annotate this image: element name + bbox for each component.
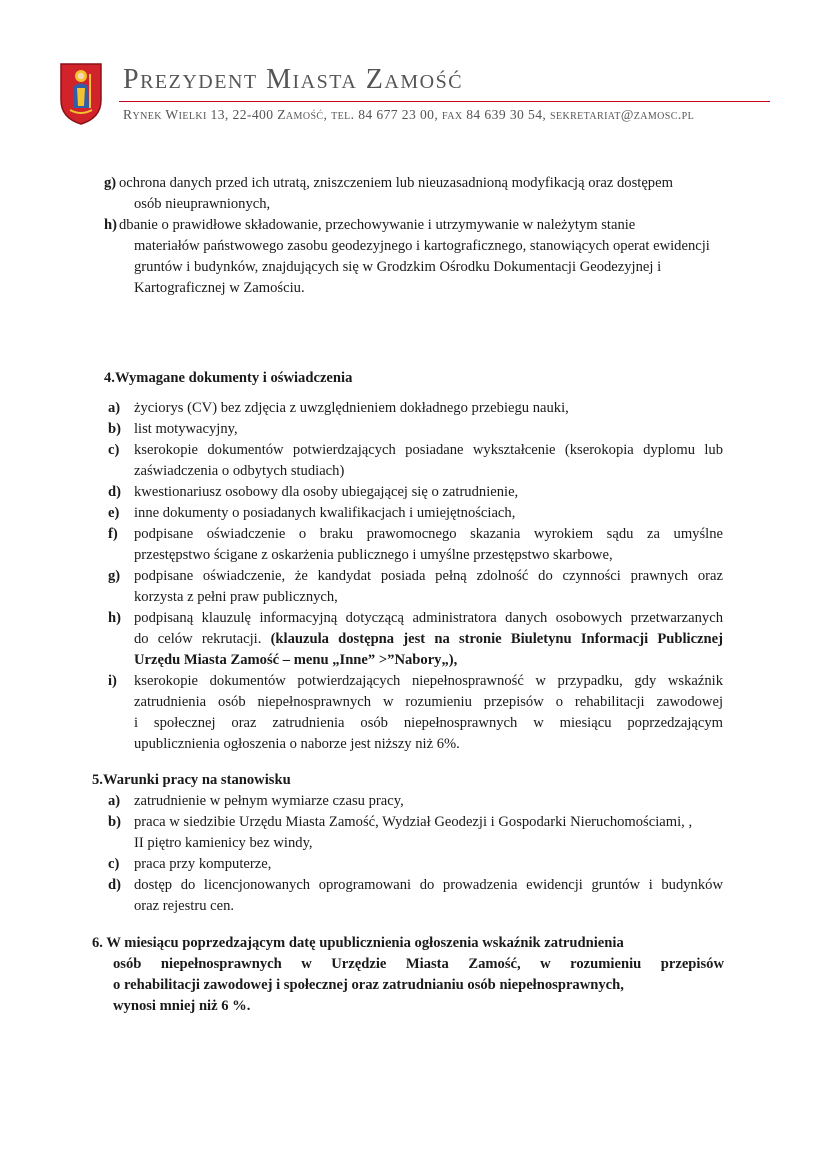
header-address: Rynek Wielki 13, 22-400 Zamość, tel. 84 677 23 00, fax 84 639 30 54, sekretariat@zamosc.pl (123, 107, 695, 122)
list-item-line: zaświadczenia o odbytych studiach) (134, 463, 345, 479)
list-item-line: przestępstwo ścigane z oskarżenia publicznego i umyślne przestępstwo skarbowe, (134, 547, 613, 563)
section-paragraph-line: 6. W miesiącu poprzedzającym datę upublicznienia ogłoszenia wskaźnik zatrudnienia (92, 935, 624, 951)
list-marker: a) (108, 793, 121, 809)
list-item-line: i społecznej oraz zatrudnienia osób niepełnosprawnych w miesiącu poprzedzającym (134, 715, 723, 731)
list-item-line: gruntów i budynków, znajdujących się w Grodzkim Ośrodku Dokumentacji Geodezyjnej i (134, 259, 662, 275)
list-item-line: dbanie o prawidłowe składowanie, przechowywanie i utrzymywanie w należytym stanie (119, 217, 636, 233)
list-marker: d) (108, 484, 121, 500)
list-item-line: II piętro kamienicy bez windy, (134, 835, 313, 851)
list-marker: g) (108, 568, 121, 584)
list-item-line: zatrudnienie w pełnym wymiarze czasu pracy, (134, 793, 404, 809)
section-paragraph-line: osób niepełnosprawnych w Urzędzie Miasta Zamość, w rozumieniu przepisów (113, 956, 724, 972)
city-crest-icon (58, 60, 104, 126)
list-item-line: kwestionariusz osobowy dla osoby ubiegającej się o zatrudnienie, (134, 484, 519, 500)
list-item-line: praca w siedzibie Urzędu Miasta Zamość, Wydział Geodezji i Gospodarki Nieruchomościami, , (134, 814, 693, 830)
list-marker: i) (108, 673, 117, 689)
list-marker: c) (108, 442, 120, 458)
header-divider (119, 101, 770, 102)
list-item-line: dostęp do licencjonowanych oprogramowani do prowadzenia ewidencji gruntów i budynków (134, 877, 723, 893)
list-marker: f) (108, 526, 118, 542)
list-item-line: praca przy komputerze, (134, 856, 272, 872)
section-paragraph-line: o rehabilitacji zawodowej i społecznej oraz zatrudnianiu osób niepełnosprawnych, (113, 977, 624, 993)
list-marker: a) (108, 400, 121, 416)
list-item-line: podpisane oświadczenie o braku prawomocnego skazania wyrokiem sądu za umyślne (134, 526, 723, 542)
bip-clause-note-cont: Urzędu Miasta Zamość – menu „Inne” >”Nabory„), (134, 652, 458, 668)
list-marker: c) (108, 856, 120, 872)
list-item-line: podpisane oświadczenie, że kandydat posiada pełną zdolność do czynności prawnych oraz (134, 568, 723, 584)
list-marker: h) (108, 610, 121, 626)
list-marker: g) (104, 175, 117, 191)
list-item-line: Kartograficznej w Zamościu. (134, 280, 305, 296)
list-item-line: zatrudnienia osób niepełnosprawnych w rozumieniu przepisów o rehabilitacji zawodowej (134, 694, 723, 710)
list-item-line-mixed (134, 629, 723, 649)
list-item-line: upublicznienia ogłoszenia o naborze jest niższy niż 6%. (134, 736, 460, 752)
list-item-line: podpisaną klauzulę informacyjną dotyczącą administratora danych osobowych przetwarzanych (134, 610, 723, 626)
list-item-line: osób nieuprawnionych, (134, 196, 271, 212)
list-marker: h) (104, 217, 117, 233)
section-heading: 4.Wymagane dokumenty i oświadczenia (104, 370, 353, 386)
list-marker: b) (108, 814, 121, 830)
section-paragraph-line: wynosi mniej niż 6 %. (113, 998, 251, 1014)
list-item-line: oraz rejestru cen. (134, 898, 235, 914)
list-item-line: materiałów państwowego zasobu geodezyjnego i kartograficznego, stanowiących operat ewidencji (134, 238, 710, 254)
list-marker: e) (108, 505, 120, 521)
list-item-line: inne dokumenty o posiadanych kwalifikacjach i umiejętnościach, (134, 505, 516, 521)
list-item-line: życiorys (CV) bez zdjęcia z uwzględnieniem dokładnego przebiegu nauki, (134, 400, 569, 416)
list-item-line: list motywacyjny, (134, 421, 238, 437)
bip-clause-note: (klauzula dostępna jest na stronie Biuletynu Informacji Publicznej (270, 631, 723, 647)
list-item-text: do celów rekrutacji. (134, 631, 262, 647)
list-marker: d) (108, 877, 121, 893)
list-item-line: ochrona danych przed ich utratą, zniszczeniem lub nieuzasadnioną modyfikacją oraz dostępem (119, 175, 673, 191)
list-item-line: kserokopie dokumentów potwierdzających niepełnosprawność w przypadku, gdy wskaźnik (134, 673, 723, 689)
section-heading: 5.Warunki pracy na stanowisku (92, 772, 291, 788)
list-item-line: kserokopie dokumentów potwierdzających posiadane wykształcenie (kserokopia dyplomu lub (134, 442, 723, 458)
header-title: Prezydent Miasta Zamość (123, 64, 464, 95)
list-marker: b) (108, 421, 121, 437)
list-item-line: korzysta z pełni praw publicznych, (134, 589, 338, 605)
